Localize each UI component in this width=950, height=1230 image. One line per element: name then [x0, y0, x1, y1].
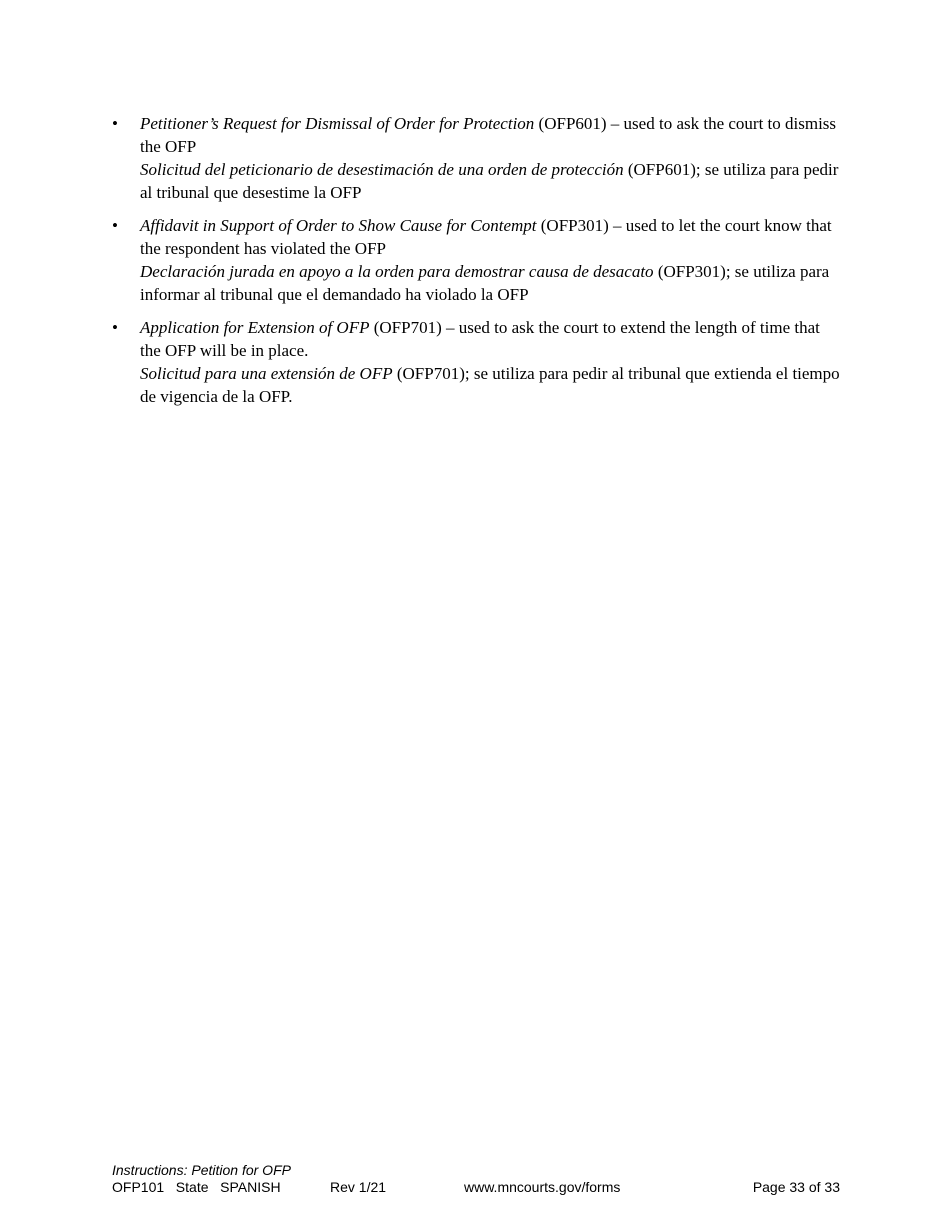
footer-url: www.mncourts.gov/forms — [464, 1179, 621, 1195]
form-title-english: Affidavit in Support of Order to Show Cause for Contempt — [140, 216, 537, 235]
document-body — [112, 112, 842, 418]
footer-title: Instructions: Petition for OFP — [112, 1162, 291, 1178]
spanish-description — [140, 362, 842, 408]
form-title-spanish: Declaración jurada en apoyo a la orden para demostrar causa de desacato — [140, 262, 654, 281]
bullet-icon: • — [112, 114, 118, 133]
form-title-spanish: Solicitud para una extensión de OFP — [140, 364, 393, 383]
form-description-english: (OFP601) – used to ask the court to dismiss the OFP — [140, 114, 837, 156]
form-title-english: Application for Extension of OFP — [140, 318, 370, 337]
spanish-description — [140, 260, 842, 306]
list-item-text — [140, 112, 842, 204]
bullet-icon: • — [112, 216, 118, 235]
form-description-spanish: (OFP701); se utiliza para pedir al tribunal que extienda el tiempo de vigencia de la OFP. — [140, 364, 840, 406]
footer-info-row — [112, 1179, 840, 1196]
english-description — [140, 316, 842, 362]
form-description-english: (OFP701) – used to ask the court to extend the length of time that the OFP will be in place. — [140, 318, 820, 360]
list-item — [112, 214, 842, 306]
list-item-text — [140, 214, 842, 306]
form-description-spanish: (OFP301); se utiliza para informar al tribunal que el demandado ha violado la OFP — [140, 262, 830, 304]
english-description — [140, 112, 842, 158]
form-description-english: (OFP301) – used to let the court know that the respondent has violated the OFP — [140, 216, 832, 258]
list-item-text — [140, 316, 842, 408]
page-footer — [112, 1162, 840, 1196]
list-item — [112, 316, 842, 408]
list-item — [112, 112, 842, 204]
form-description-spanish: (OFP601); se utiliza para pedir al tribunal que desestime la OFP — [140, 160, 839, 202]
bullet-icon: • — [112, 318, 118, 337]
form-title-spanish: Solicitud del peticionario de desestimación de una orden de protección — [140, 160, 624, 179]
footer-page-number: Page 33 of 33 — [752, 1179, 840, 1195]
spanish-description — [140, 158, 842, 204]
footer-revision: Rev 1/21 — [330, 1179, 387, 1195]
footer-form-info: OFP101 State SPANISH — [112, 1179, 281, 1195]
form-title-english: Petitioner’s Request for Dismissal of Order for Protection — [140, 114, 535, 133]
english-description — [140, 214, 842, 260]
